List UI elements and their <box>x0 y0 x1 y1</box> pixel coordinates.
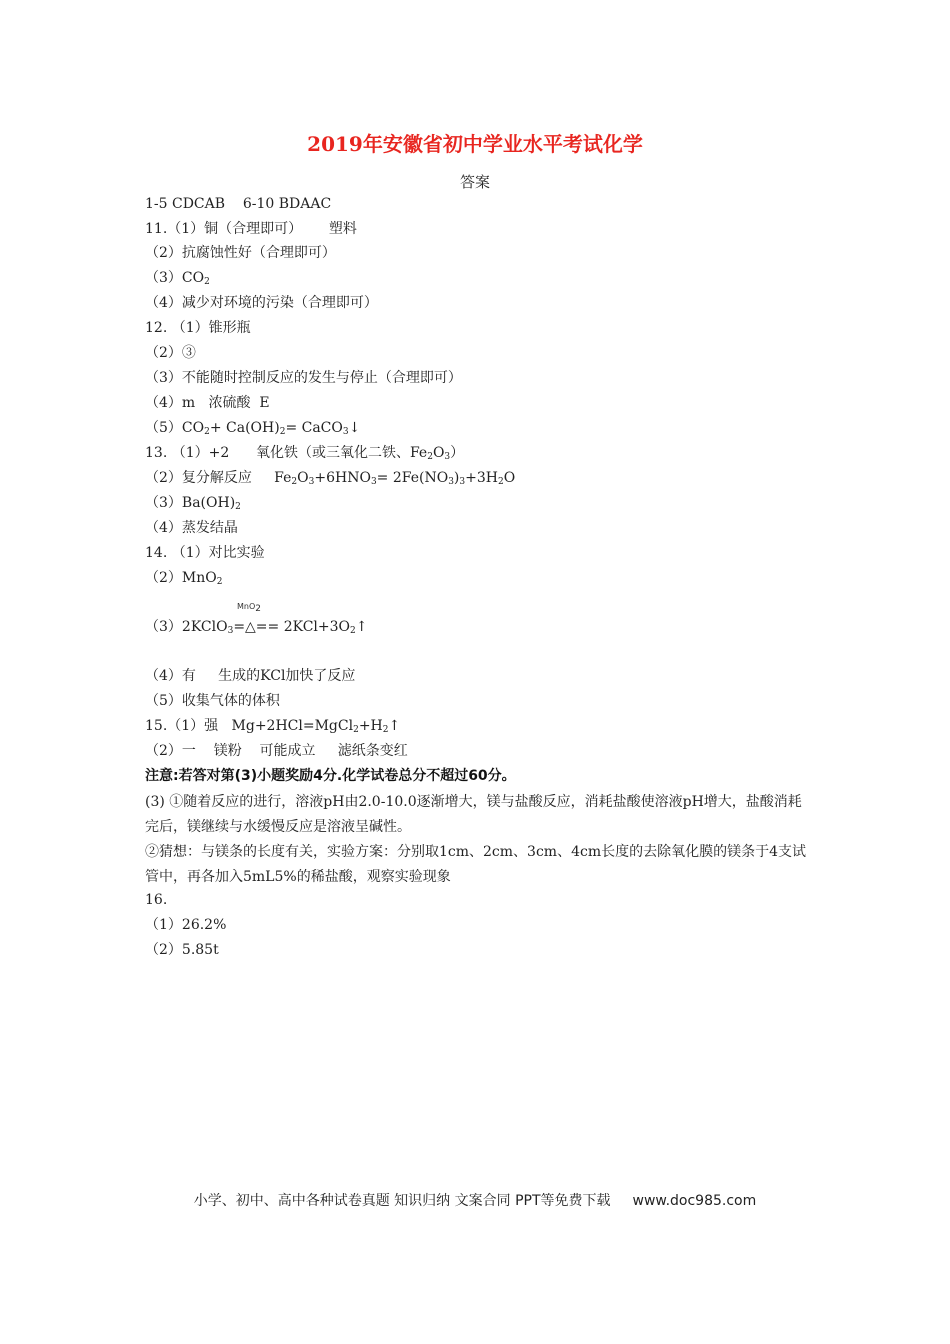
text-run: （2）MnO <box>145 570 217 586</box>
text-run: ↓ <box>348 420 361 436</box>
answer-line: 12. （1）锥形瓶 <box>145 320 251 336</box>
text-run: （5）CO <box>145 420 205 436</box>
subscript: 2 <box>204 427 210 437</box>
subscript: 3 <box>448 477 454 487</box>
text-run: =△== 2KCl+3O <box>233 619 351 635</box>
text-run: ↑ <box>355 619 368 635</box>
text-run: +6HNO <box>314 470 371 486</box>
answer-line <box>145 443 464 467</box>
bonus-note: 注意:若答对第(3)小题奖励4分.化学试卷总分不超过60分。 <box>145 768 516 784</box>
text-run: = CaCO <box>285 420 343 436</box>
subscript: 2 <box>204 277 210 287</box>
subscript: 2 <box>255 604 262 614</box>
footer-text: 小学、初中、高中各种试卷真题 知识归纳 文案合同 PPT等免费下载 <box>193 1193 611 1209</box>
text-run: = 2Fe(NO <box>376 470 449 486</box>
text-run: 15.（1）强 Mg+2HCl=MgCl <box>145 718 354 734</box>
answer-paragraph: (3) ①随着反应的进行，溶液pH由2.0-10.0逐渐增大，镁与盐酸反应，消耗盐酸使溶液pH增大，盐酸消耗完后，镁继续与水缓慢反应是溶液呈碱性。 <box>145 794 802 835</box>
answer-line: （1）26.2% <box>145 917 227 933</box>
answer-line: （2）5.85t <box>145 942 219 958</box>
catalyst-label <box>237 602 261 614</box>
subscript: 3 <box>308 477 315 487</box>
subscript: 3 <box>459 477 466 487</box>
subscript: 2 <box>353 725 359 735</box>
text-run: （2）复分解反应 Fe <box>145 470 292 486</box>
text-run: O <box>297 470 309 486</box>
answer-line <box>145 468 515 492</box>
answer-line <box>145 493 241 517</box>
text-run: +H <box>358 718 383 734</box>
subscript: 3 <box>227 626 234 636</box>
text-run: + Ca(OH) <box>209 420 280 436</box>
text-run: ） <box>450 445 465 461</box>
subscript: 2 <box>427 452 433 462</box>
text-run: ↑ <box>388 718 401 734</box>
text-run: （3）CO <box>145 270 205 286</box>
answer-line <box>145 716 400 740</box>
subscript: 2 <box>291 477 298 487</box>
answer-line: （4）有 生成的KCl加快了反应 <box>145 668 356 684</box>
answer-line: （4）m 浓硫酸 E <box>145 395 270 411</box>
answer-line: （5）收集气体的体积 <box>145 693 280 709</box>
answer-line: （2）③ <box>145 345 196 361</box>
answer-line: 16. <box>145 892 168 908</box>
text-run: （3）Ba(OH) <box>145 495 236 511</box>
subscript: 2 <box>216 577 223 587</box>
answer-line: 1-5 CDCAB 6-10 BDAAC <box>145 196 332 212</box>
answer-line: （2）抗腐蚀性好（合理即可） <box>145 245 336 261</box>
page-footer <box>0 1190 950 1210</box>
subscript: 2 <box>350 626 356 636</box>
text-run: O <box>432 445 445 461</box>
answer-paragraph: ②猜想：与镁条的长度有关，实验方案：分别取1cm、2cm、3cm、4cm长度的去除氧化膜的镁条于4支试管中，再各加入5mL5%的稀盐酸，观察实验现象 <box>145 844 806 885</box>
subscript: 2 <box>279 427 286 437</box>
subscript: 3 <box>444 452 451 462</box>
subscript: 2 <box>235 502 241 512</box>
text-run: O <box>503 470 516 486</box>
text-run: （3）2KClO <box>145 619 228 635</box>
subscript: 3 <box>370 477 377 487</box>
page-subtitle: 答案 <box>459 173 490 191</box>
answer-line: 14. （1）对比实验 <box>145 545 265 561</box>
subscript: 2 <box>497 477 504 487</box>
equation-line <box>145 616 367 636</box>
footer-url[interactable]: www.doc985.com <box>632 1193 757 1209</box>
page-title: 2019年安徽省初中学业水平考试化学 <box>307 132 643 156</box>
subscript: 2 <box>382 725 389 735</box>
answer-line <box>145 418 360 442</box>
answer-line: （4）蒸发结晶 <box>145 520 238 536</box>
text-run: 13. （1）+2 氧化铁（或三氧化二铁、Fe <box>145 445 428 461</box>
text-run: ) <box>453 470 460 486</box>
answer-line: （4）减少对环境的污染（合理即可） <box>145 295 378 311</box>
subscript: 3 <box>342 427 349 437</box>
text-run: +3H <box>465 470 498 486</box>
answer-line: （3）不能随时控制反应的发生与停止（合理即可） <box>145 370 462 386</box>
answer-line <box>145 268 210 292</box>
answer-line <box>145 568 222 592</box>
answer-line: 11.（1）铜（合理即可） 塑料 <box>145 221 357 237</box>
text-run: MnO <box>237 602 256 611</box>
answer-line: （2）一 镁粉 可能成立 滤纸条变红 <box>145 743 408 759</box>
